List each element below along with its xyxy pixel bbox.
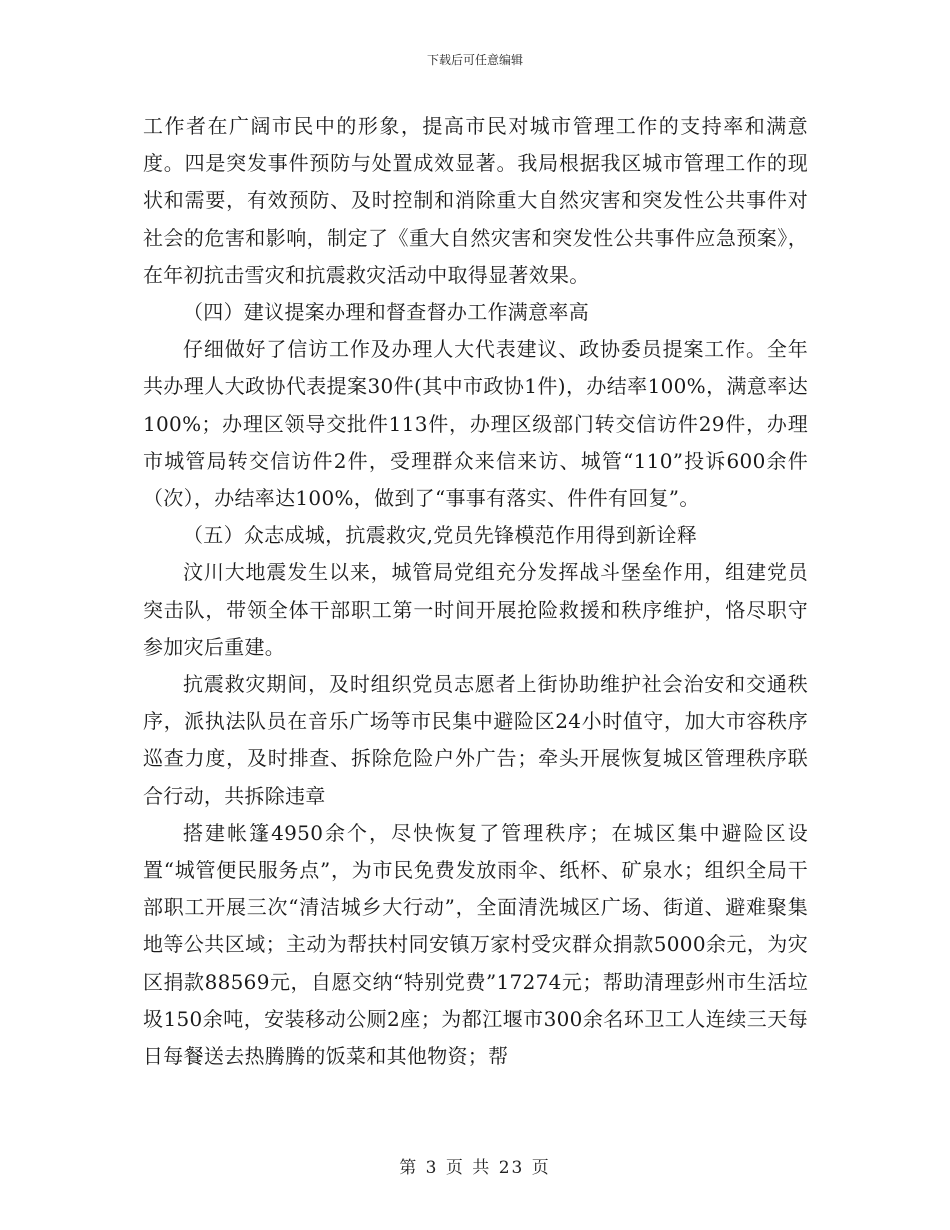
paragraph: 搭建帐篷4950余个，尽快恢复了管理秩序；在城区集中避险区设置“城管便民服务点”，为市民免费发放雨伞、纸杯、矿泉水；组织全局干部职工开展三次“清洁城乡大行动”，全面清洗城区广场、街道、避难聚集地等公共区域；主动为帮扶村同安镇万家村受灾群众捐款5000余元，为灾区捐款88569元，自愿交纳“特别党费”17274元；帮助清理彭州市生活垃圾150余吨，安装移动公厕2座；为都江堰市300余名环卫工人连续三天每日每餐送去热腾腾的饭菜和其他物资；帮 bbox=[143, 820, 808, 1069]
paragraph: 仔细做好了信访工作及办理人大代表建议、政协委员提案工作。全年共办理人大政协代表提案30件(其中市政协1件)，办结率100%，满意率达100%；办理区领导交批件113件，办理区级部门转交信访件29件，办理市城管局转交信访件2件，受理群众来信来访、城管“110”投诉600余件（次），办结率达100%，做到了“事事有落实、件件有回复”。 bbox=[143, 337, 808, 511]
page-header: 下载后可任意编辑 bbox=[426, 53, 523, 67]
paragraph: 抗震救灾期间，及时组织党员志愿者上街协助维护社会治安和交通秩序，派执法队员在音乐广场等市民集中避险区24小时值守，加大市容秩序巡查力度，及时排查、拆除危险户外广告；牵头开展恢复城区管理秩序联合行动，共拆除违章 bbox=[143, 672, 808, 808]
document-body bbox=[143, 108, 808, 1075]
paragraph-continuation: 工作者在广阔市民中的形象，提高市民对城市管理工作的支持率和满意度。四是突发事件预防与处置成效显著。我局根据我区城市管理工作的现状和需要，有效预防、及时控制和消除重大自然灾害和突发性公共事件对社会的危害和影响，制定了《重大自然灾害和突发性公共事件应急预案》，在年初抗击雪灾和抗震救灾活动中取得显著效果。 bbox=[143, 114, 808, 287]
section-heading-5: （五）众志成城，抗震救灾,党员先锋模范作用得到新诠释 bbox=[183, 523, 698, 548]
paragraph: 汶川大地震发生以来，城管局党组充分发挥战斗堡垒作用，组建党员突击队，带领全体干部职工第一时间开展抢险救援和秩序维护，恪尽职守参加灾后重建。 bbox=[143, 560, 808, 659]
section-heading-4: （四）建议提案办理和督查督办工作满意率高 bbox=[183, 300, 589, 325]
page-footer: 第 3 页 共 23 页 bbox=[399, 1158, 551, 1178]
